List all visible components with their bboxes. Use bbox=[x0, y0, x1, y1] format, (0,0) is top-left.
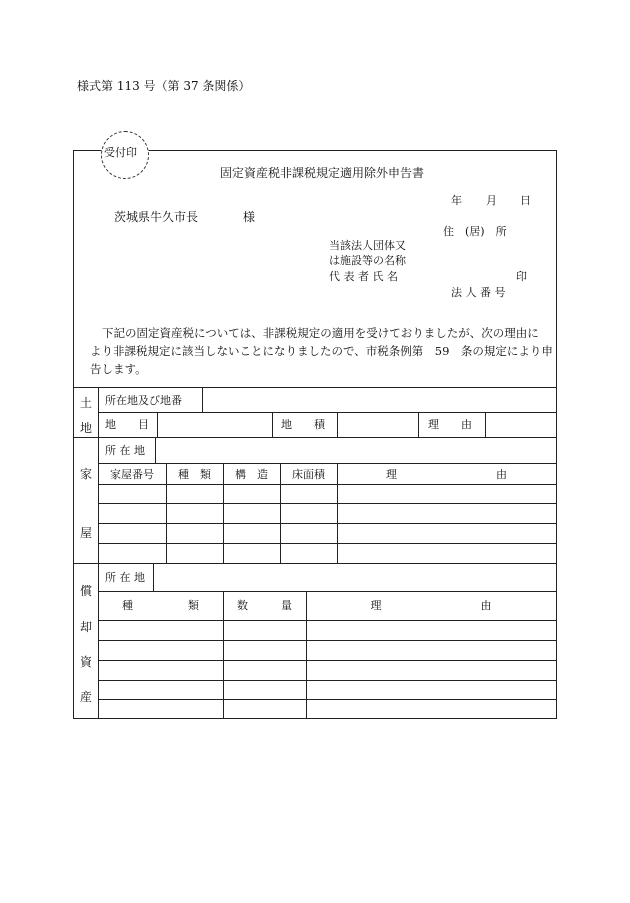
form-number: 様式第 113 号（第 37 条関係） bbox=[77, 79, 251, 93]
assets-location-label: 所 在 地 bbox=[105, 571, 145, 584]
assets-h6 bbox=[98, 699, 557, 700]
date-year: 年 bbox=[451, 194, 462, 207]
land-chimoku-label: 地 目 bbox=[105, 418, 149, 431]
date-month: 月 bbox=[486, 194, 497, 207]
land-location-label: 所在地及び地番 bbox=[105, 394, 182, 407]
assets-top-line bbox=[73, 563, 557, 564]
assets-h4 bbox=[98, 660, 557, 661]
assets-col-quantity: 数 量 bbox=[237, 599, 292, 612]
assets-h3 bbox=[98, 640, 557, 641]
frame-bottom bbox=[73, 718, 557, 719]
representative-label: 代 表 者 氏 名 bbox=[329, 270, 398, 283]
assets-col-reason: 理 由 bbox=[370, 599, 492, 612]
assets-label-2: 却 bbox=[79, 620, 92, 634]
land-v5 bbox=[485, 412, 486, 437]
address-label: 住 (居) 所 bbox=[443, 225, 507, 238]
house-loc-label-right bbox=[155, 437, 156, 463]
assets-h5 bbox=[98, 680, 557, 681]
land-reason-label: 理 由 bbox=[428, 418, 472, 431]
body-line-1: 下記の固定資産税については、非課税規定の適用を受けておりましたが、次の理由に bbox=[102, 326, 539, 340]
house-col-type: 種 類 bbox=[178, 468, 211, 481]
corporate-number-label: 法 人 番 号 bbox=[451, 286, 506, 299]
addressee: 茨城県牛久市長 bbox=[114, 210, 199, 224]
house-col-reason: 理 由 bbox=[386, 468, 507, 481]
org-name-label-1: 当該法人団体又 bbox=[329, 239, 406, 252]
seal-mark: 印 bbox=[516, 270, 527, 283]
land-v1 bbox=[157, 412, 158, 437]
assets-h1 bbox=[98, 591, 557, 592]
body-line-3: 告します。 bbox=[90, 362, 147, 376]
assets-h2 bbox=[98, 620, 557, 621]
land-v4 bbox=[418, 412, 419, 437]
land-v3 bbox=[337, 412, 338, 437]
land-label-1: 土 bbox=[79, 396, 92, 410]
body-paragraph bbox=[90, 324, 553, 378]
house-location-label: 所 在 地 bbox=[105, 444, 145, 457]
house-col-floor-area: 床面積 bbox=[292, 468, 325, 481]
land-mid-line bbox=[98, 412, 557, 413]
house-top-line bbox=[73, 437, 557, 438]
house-col-structure: 構 造 bbox=[235, 468, 268, 481]
date-day: 日 bbox=[520, 194, 531, 207]
org-name-label-2: は施設等の名称 bbox=[329, 254, 406, 267]
assets-col-type: 種 類 bbox=[122, 599, 199, 612]
land-top-line bbox=[73, 387, 557, 388]
house-col-number: 家屋番号 bbox=[110, 468, 154, 481]
land-v2 bbox=[272, 412, 273, 437]
house-label-2: 屋 bbox=[79, 526, 92, 540]
assets-label-3: 資 bbox=[79, 655, 92, 669]
land-label-2: 地 bbox=[79, 421, 92, 435]
reception-stamp-label: 受付印 bbox=[104, 146, 137, 159]
frame-right bbox=[556, 150, 557, 719]
land-area-label: 地 積 bbox=[281, 418, 325, 431]
document-title: 固定資産税非課税規定適用除外申告書 bbox=[220, 166, 425, 180]
house-label-1: 家 bbox=[79, 467, 92, 481]
assets-loc-label-right bbox=[153, 563, 154, 591]
frame-left bbox=[73, 150, 74, 719]
honorific: 様 bbox=[243, 210, 256, 224]
assets-label-1: 償 bbox=[79, 584, 92, 598]
land-loc-label-right bbox=[202, 387, 203, 412]
assets-label-4: 産 bbox=[79, 690, 92, 704]
body-line-2: より非課税規定に該当しないことになりましたので、市税条例第 59 条の規定により申 bbox=[90, 344, 553, 358]
